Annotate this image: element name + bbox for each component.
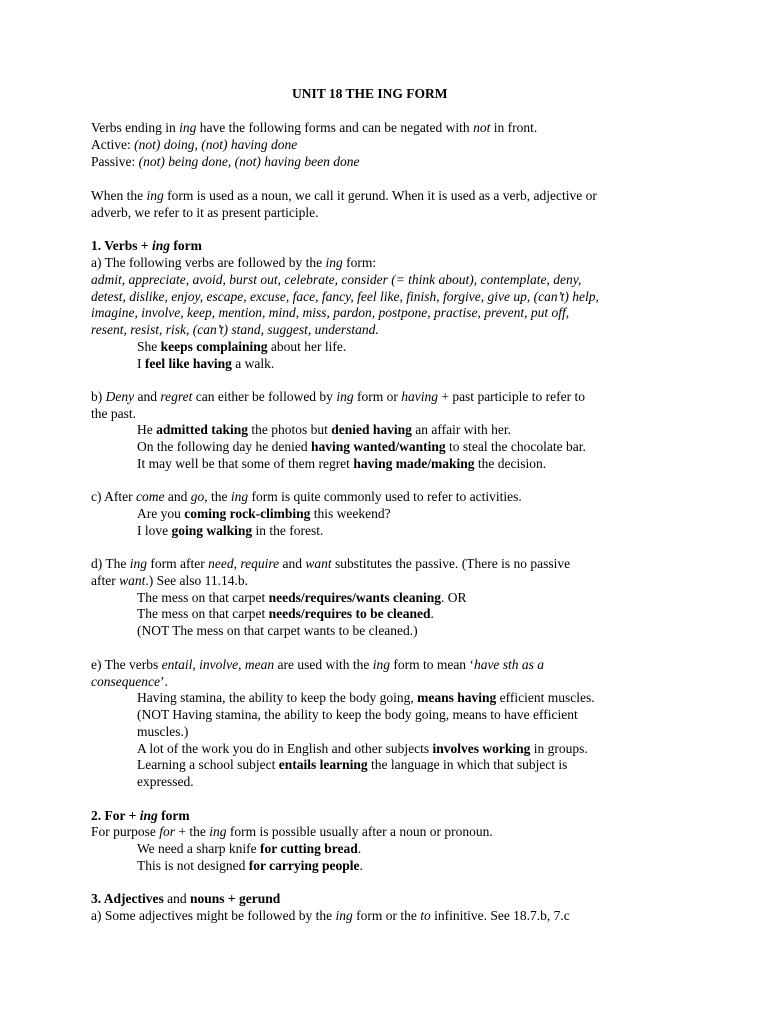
- term: ing: [372, 657, 390, 672]
- example-line: [137, 841, 361, 857]
- text: He: [137, 422, 157, 437]
- text: .) See also 11.14.b.: [145, 573, 248, 588]
- text: in front.: [490, 120, 538, 135]
- verb-list-line-3: imagine, involve, keep, mention, mind, miss, pardon, postpone, practise, prevent, put off,: [91, 305, 570, 320]
- term: having: [401, 389, 438, 404]
- example-line: [137, 606, 434, 622]
- intro-line-3: [91, 154, 359, 170]
- text: , the: [204, 489, 231, 504]
- term: entail: [161, 657, 193, 672]
- term: ing: [146, 188, 164, 203]
- term: ing: [230, 489, 249, 504]
- text: .: [357, 841, 362, 856]
- highlight: entails learning: [278, 757, 368, 772]
- term: regret: [160, 389, 193, 404]
- term: ing: [335, 908, 353, 923]
- example-line: [137, 356, 274, 372]
- s1-a-line: [91, 255, 376, 271]
- example-line: [137, 757, 567, 773]
- example-line: [137, 741, 588, 757]
- text: and: [164, 489, 191, 504]
- example-line: expressed.: [137, 774, 194, 789]
- gerund-line-1: [91, 188, 597, 204]
- verb-list-line-4: resent, resist, risk, (can’t) stand, suggest, understand.: [91, 322, 379, 337]
- text: Passive:: [91, 154, 139, 169]
- text: this weekend?: [310, 506, 391, 521]
- text: the photos but: [248, 422, 332, 437]
- highlight: nouns + gerund: [190, 891, 281, 906]
- term: mean: [244, 657, 275, 672]
- verb-list-line-2: detest, dislike, enjoy, escape, excuse, face, fancy, feel like, finish, forgive, give up, (can’t) help,: [91, 289, 599, 304]
- highlight: keeps complaining: [160, 339, 268, 354]
- highlight: means having: [417, 690, 497, 705]
- page-title: UNIT 18 THE ING FORM: [292, 86, 448, 101]
- section-2-heading: [91, 808, 190, 824]
- text: can either be followed by: [192, 389, 337, 404]
- text: a) The following verbs are followed by the: [91, 255, 326, 270]
- example-line: [137, 523, 323, 539]
- text: in groups.: [530, 741, 588, 756]
- term: ing: [179, 120, 197, 135]
- text: ,: [233, 556, 241, 571]
- text: e) The verbs: [91, 657, 162, 672]
- term: ing: [151, 238, 170, 253]
- text: Are you: [137, 506, 185, 521]
- text: a) Some adjectives might be followed by the: [91, 908, 336, 923]
- text: and: [279, 556, 306, 571]
- term: not: [473, 120, 491, 135]
- text: after: [91, 573, 120, 588]
- text: When the: [91, 188, 147, 203]
- text: form to mean ‘: [389, 657, 474, 672]
- text: ’.: [159, 674, 168, 689]
- term: ing: [209, 824, 227, 839]
- term: ing: [129, 556, 148, 571]
- term: ing: [336, 389, 354, 404]
- text: form or: [353, 389, 402, 404]
- example-line: [137, 339, 346, 355]
- text: Learning a school subject: [137, 757, 279, 772]
- text: Verbs ending in: [91, 120, 180, 135]
- highlight: having made/making: [353, 456, 475, 471]
- text: have the following forms and can be negated with: [196, 120, 474, 135]
- text: and: [134, 389, 161, 404]
- text: are used with the: [274, 657, 373, 672]
- text: b): [91, 389, 106, 404]
- text: 2. For +: [91, 808, 140, 823]
- highlight: for cutting bread: [259, 841, 358, 856]
- text: + past participle to refer to: [437, 389, 586, 404]
- text: ,: [238, 657, 245, 672]
- s1-e-line-1: [91, 657, 544, 673]
- term: have sth as a: [473, 657, 545, 672]
- example-line: (NOT The mess on that carpet wants to be cleaned.): [137, 623, 418, 638]
- term: (not) doing, (not) having done: [134, 137, 298, 152]
- text: form or the: [352, 908, 421, 923]
- verb-list-line-1: admit, appreciate, avoid, burst out, celebrate, consider (= think about), contemplate, deny,: [91, 272, 582, 287]
- text: form is possible usually after a noun or pronoun.: [226, 824, 493, 839]
- section-number: 3.: [91, 891, 104, 906]
- text: form is used as a noun, we call it gerund. When it is used as a verb, adjective or: [163, 188, 597, 203]
- text: the language in which that subject is: [367, 757, 568, 772]
- term: Deny: [105, 389, 135, 404]
- term: (not) being done, (not) having been done: [138, 154, 360, 169]
- example-line: muscles.): [137, 724, 189, 739]
- example-line: [137, 422, 511, 438]
- highlight: needs/requires/wants cleaning: [268, 590, 441, 605]
- example-line: [137, 439, 586, 455]
- s1-c-line: [91, 489, 522, 505]
- term: ing: [325, 255, 343, 270]
- s1-e-line-2: [91, 674, 168, 690]
- term: need: [208, 556, 234, 571]
- text: The mess on that carpet: [137, 590, 269, 605]
- highlight: needs/requires to be cleaned: [268, 606, 431, 621]
- s2-line: [91, 824, 493, 840]
- s1-d-line-1: [91, 556, 570, 572]
- text: .: [359, 858, 363, 873]
- text: For purpose: [91, 824, 160, 839]
- text: Active:: [91, 137, 135, 152]
- s1-d-line-2: [91, 573, 248, 589]
- text: in the forest.: [252, 523, 324, 538]
- text: A lot of the work you do in English and other subjects: [137, 741, 433, 756]
- term: consequence: [91, 674, 160, 689]
- highlight: involves working: [432, 741, 531, 756]
- text: efficient muscles.: [496, 690, 595, 705]
- example-line: [137, 858, 363, 874]
- term: for: [159, 824, 176, 839]
- text: + the: [175, 824, 210, 839]
- term: want: [305, 556, 332, 571]
- term: want: [119, 573, 146, 588]
- example-line: [137, 590, 467, 606]
- term: ing: [139, 808, 158, 823]
- text: and: [163, 891, 190, 906]
- text: the decision.: [474, 456, 547, 471]
- text: Having stamina, the ability to keep the body going,: [137, 690, 418, 705]
- text: form after: [147, 556, 209, 571]
- s3-a-line: [91, 908, 570, 924]
- text: On the following day he denied: [137, 439, 311, 454]
- text: an affair with her.: [411, 422, 512, 437]
- highlight: going walking: [171, 523, 253, 538]
- highlight: Adjectives: [103, 891, 164, 906]
- example-line: [137, 456, 546, 472]
- intro-line-2: [91, 137, 297, 153]
- text: form:: [342, 255, 377, 270]
- term: come: [135, 489, 165, 504]
- text: substitutes the passive. (There is no passive: [331, 556, 571, 571]
- term: to: [420, 908, 431, 923]
- s1-b-line-1: [91, 389, 585, 405]
- text: She: [137, 339, 161, 354]
- highlight: having wanted/wanting: [310, 439, 446, 454]
- section-1-heading: [91, 238, 202, 254]
- text: It may well be that some of them regret: [137, 456, 354, 471]
- example-line: [137, 690, 595, 706]
- text: We need a sharp knife: [137, 841, 260, 856]
- gerund-line-2: adverb, we refer to it as present participle.: [91, 205, 319, 220]
- text: c) After: [91, 489, 136, 504]
- text: about her life.: [267, 339, 347, 354]
- text: d) The: [91, 556, 130, 571]
- text: to steal the chocolate bar.: [445, 439, 586, 454]
- highlight: for carrying people: [248, 858, 360, 873]
- text: I love: [137, 523, 172, 538]
- section-3-heading: [91, 891, 280, 907]
- intro-line-1: [91, 120, 537, 136]
- term: involve: [199, 657, 239, 672]
- highlight: coming rock-climbing: [184, 506, 311, 521]
- s1-b-line-2: the past.: [91, 406, 136, 421]
- term: go: [190, 489, 205, 504]
- text: form: [157, 808, 190, 823]
- term: require: [240, 556, 280, 571]
- text: form: [169, 238, 202, 253]
- text: ,: [192, 657, 200, 672]
- text: 1. Verbs +: [91, 238, 152, 253]
- highlight: admitted taking: [156, 422, 249, 437]
- text: I: [137, 356, 145, 371]
- example-line: [137, 506, 391, 522]
- highlight: denied having: [331, 422, 412, 437]
- text: .: [430, 606, 434, 621]
- text: infinitive. See 18.7.b, 7.c: [430, 908, 570, 923]
- example-line: (NOT Having stamina, the ability to keep the body going, means to have efficient: [137, 707, 578, 722]
- text: . OR: [440, 590, 467, 605]
- text: The mess on that carpet: [137, 606, 269, 621]
- highlight: feel like having: [144, 356, 232, 371]
- text: a walk.: [231, 356, 275, 371]
- text: This is not designed: [137, 858, 249, 873]
- text: form is quite commonly used to refer to activities.: [248, 489, 522, 504]
